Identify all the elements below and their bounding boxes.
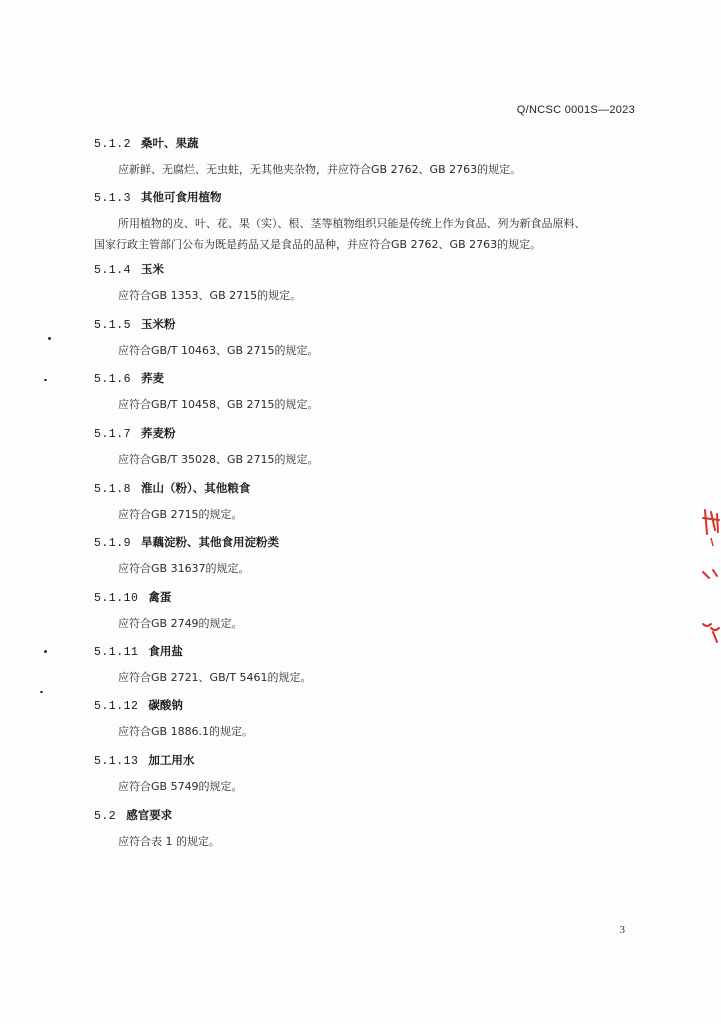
section-5-1-12 — [94, 695, 654, 742]
scan-speck — [40, 691, 43, 693]
section-heading — [94, 641, 654, 661]
body-line: 应符合GB/T 10463、GB 2715的规定。 — [118, 344, 319, 357]
scan-speck — [48, 337, 51, 340]
section-number: 5.1.10 — [94, 592, 139, 605]
section-number: 5.1.5 — [94, 319, 132, 332]
section-title: 其他可食用植物 — [141, 190, 222, 204]
section-5-2 — [94, 805, 654, 852]
section-5-1-6 — [94, 368, 654, 415]
section-title: 桑叶、果蔬 — [141, 136, 199, 150]
section-heading — [94, 259, 654, 279]
body-line: 应符合GB 2721、GB/T 5461的规定。 — [118, 671, 312, 684]
section-number: 5.1.13 — [94, 755, 139, 768]
section-number: 5.1.6 — [94, 373, 132, 386]
section-number: 5.1.11 — [94, 646, 139, 659]
section-5-1-7 — [94, 423, 654, 470]
section-body — [94, 831, 654, 852]
section-heading — [94, 532, 654, 552]
section-number: 5.1.9 — [94, 537, 132, 550]
section-5-1-5 — [94, 314, 654, 361]
body-line: 应符合GB/T 10458、GB 2715的规定。 — [118, 398, 319, 411]
section-heading — [94, 587, 654, 607]
body-line: 应符合GB 5749的规定。 — [118, 780, 243, 793]
page-number: 3 — [619, 924, 625, 936]
section-5-1-9 — [94, 532, 654, 579]
section-body — [94, 504, 654, 525]
section-heading — [94, 695, 654, 715]
section-number: 5.1.7 — [94, 428, 132, 441]
section-heading — [94, 805, 654, 825]
section-5-1-4 — [94, 259, 654, 306]
section-body — [94, 285, 654, 306]
scan-speck — [44, 650, 47, 653]
section-heading — [94, 423, 654, 443]
section-number: 5.1.2 — [94, 138, 132, 151]
section-body — [94, 159, 654, 180]
standard-code: Q/NCSC 0001S—2023 — [516, 104, 635, 116]
section-heading — [94, 133, 654, 153]
section-title: 感官要求 — [126, 808, 173, 822]
body-line: 应符合表 1 的规定。 — [118, 835, 220, 848]
section-title: 玉米粉 — [141, 317, 176, 331]
section-number: 5.1.8 — [94, 483, 132, 496]
section-body — [94, 667, 654, 688]
body-line: 应符合GB 2715的规定。 — [118, 508, 243, 521]
body-line: 所用植物的皮、叶、花、果（实）、根、茎等植物组织只能是传统上作为食品、列为新食品原料、 — [118, 217, 586, 230]
section-body — [94, 213, 654, 255]
partial-seal-stamp — [691, 500, 721, 650]
section-title: 禽蛋 — [148, 590, 172, 604]
section-5-1-2 — [94, 133, 654, 180]
section-heading — [94, 478, 654, 498]
section-title: 淮山（粉）、其他粮食 — [141, 481, 251, 495]
section-body — [94, 449, 654, 470]
section-heading — [94, 750, 654, 770]
section-number: 5.1.3 — [94, 192, 132, 205]
section-body — [94, 776, 654, 797]
body-line: 应符合GB 31637的规定。 — [118, 562, 250, 575]
section-title: 食用盐 — [148, 644, 183, 658]
body-line: 应符合GB 2749的规定。 — [118, 617, 243, 630]
section-title: 碳酸钠 — [148, 698, 183, 712]
section-title: 荞麦 — [141, 371, 165, 385]
scan-speck — [44, 379, 47, 381]
section-body — [94, 721, 654, 742]
section-heading — [94, 314, 654, 334]
section-5-1-10 — [94, 587, 654, 634]
section-body — [94, 340, 654, 361]
body-line: 应符合GB 1353、GB 2715的规定。 — [118, 289, 302, 302]
section-body — [94, 394, 654, 415]
section-heading — [94, 368, 654, 388]
section-title: 加工用水 — [148, 753, 195, 767]
section-heading — [94, 187, 654, 207]
section-number: 5.2 — [94, 810, 117, 823]
body-line: 应新鲜、无腐烂、无虫蛀，无其他夹杂物，并应符合GB 2762、GB 2763的规定。 — [118, 163, 522, 176]
section-5-1-11 — [94, 641, 654, 688]
section-title: 荞麦粉 — [141, 426, 176, 440]
section-5-1-3 — [94, 187, 654, 255]
section-5-1-13 — [94, 750, 654, 797]
section-title: 旱藕淀粉、其他食用淀粉类 — [141, 535, 280, 549]
body-line: 国家行政主管部门公布为既是药品又是食品的品种，并应符合GB 2762、GB 2763的规定。 — [94, 238, 542, 251]
section-title: 玉米 — [141, 262, 165, 276]
section-number: 5.1.12 — [94, 700, 139, 713]
section-5-1-8 — [94, 478, 654, 525]
section-number: 5.1.4 — [94, 264, 132, 277]
section-body — [94, 558, 654, 579]
body-line: 应符合GB/T 35028、GB 2715的规定。 — [118, 453, 319, 466]
section-body — [94, 613, 654, 634]
body-line: 应符合GB 1886.1的规定。 — [118, 725, 254, 738]
